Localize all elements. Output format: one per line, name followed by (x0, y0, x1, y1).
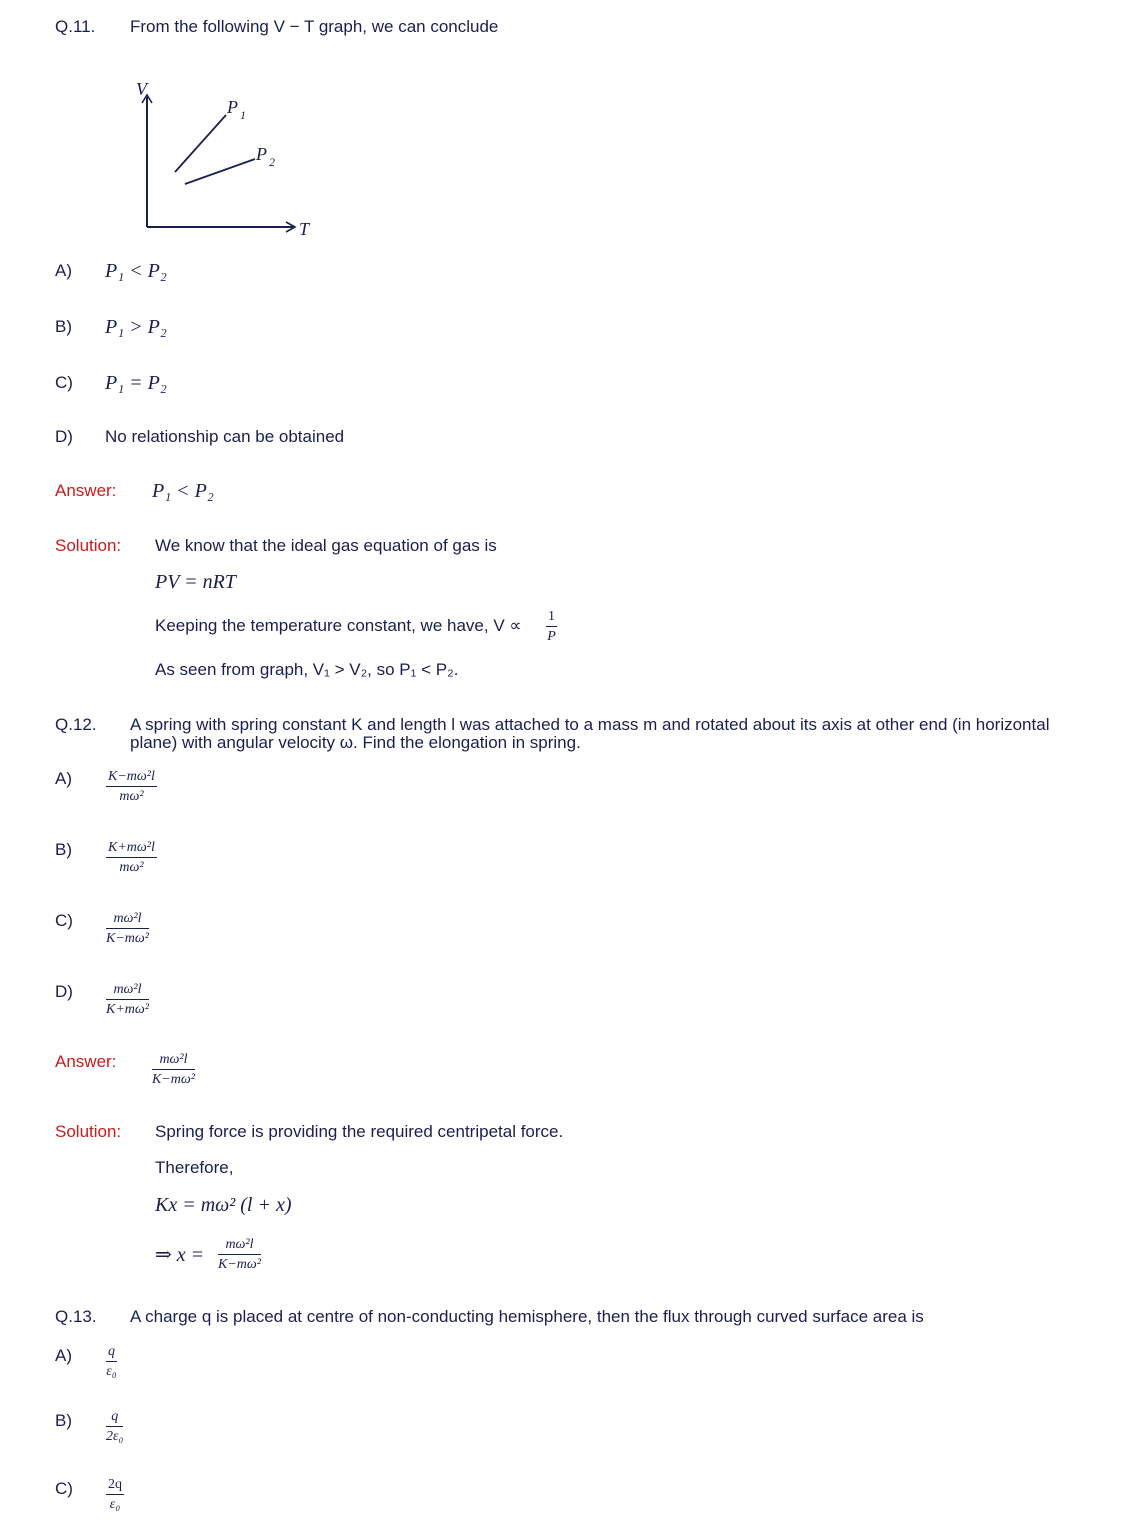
q11-question-text: From the following V − T graph, we can conclude (130, 17, 499, 36)
q12-option-d-fraction (106, 983, 149, 1017)
q11-option-c-label: C) (55, 373, 73, 392)
v-axis-label: V (136, 79, 147, 99)
q12-solution-denominator: K−mω² (218, 1257, 261, 1272)
line-p2 (185, 159, 255, 184)
q13-option-c-denominator: ε₀ (109, 1497, 121, 1512)
q11-solution-label: Solution: (55, 536, 122, 555)
q12-option-a-label: A) (55, 769, 72, 788)
q12-option-c-fraction (106, 912, 149, 946)
q12-question-text-line2: plane) with angular velocity ω. Find the elongation in spring. (130, 733, 581, 752)
q11-option-a-label: A) (55, 261, 72, 280)
p1-subscript: 1 (240, 108, 246, 122)
q11-solution-line-1: We know that the ideal gas equation of gas is (155, 536, 497, 555)
q12-solution-line-1: Spring force is providing the required centripetal force. (155, 1122, 564, 1141)
q12-solution-line-3: Kx = mω² (l + x) (155, 1194, 292, 1216)
q12-option-c-denominator: K−mω² (106, 931, 149, 946)
q12-solution-line-4: ⇒ x = (155, 1244, 205, 1266)
q11-solution-line-3: Keeping the temperature constant, we have, V ∝ (155, 616, 522, 635)
q12-option-b-numerator: K+mω²l (106, 841, 157, 858)
q11-solution-line-4: As seen from graph, V₁ > V₂, so P₁ < P₂. (155, 660, 459, 679)
q13-option-a-denominator: ε₀ (106, 1364, 117, 1379)
line-p1 (175, 115, 226, 172)
p2-subscript: 2 (269, 155, 275, 169)
q11-option-a-text: P₁ < P₂ (105, 260, 167, 282)
q13-option-b-numerator: q (106, 1410, 123, 1427)
q12-question-text-line1: A spring with spring constant K and length l was attached to a mass m and rotated about its axis at other end (in horizontal (130, 715, 1050, 734)
q13-option-b-fraction (106, 1410, 123, 1444)
q13-number: Q.13. (55, 1307, 97, 1326)
q11-number: Q.11. (55, 17, 96, 36)
q11-answer-value: P₁ < P₂ (152, 480, 214, 502)
q12-answer-denominator: K−mω² (152, 1072, 195, 1087)
q12-solution-label: Solution: (55, 1122, 122, 1141)
q12-option-d-numerator: mω²l (106, 983, 149, 1000)
q12-answer-label: Answer: (55, 1052, 117, 1071)
q12-option-b-denominator: mω² (119, 860, 144, 875)
q13-option-a-label: A) (55, 1346, 72, 1365)
q11-solution-line-2: PV = nRT (155, 571, 236, 593)
t-axis-label: T (299, 219, 310, 239)
p1-label: P (227, 97, 238, 117)
proportional-denominator: P (547, 629, 556, 644)
q11-option-d-label: D) (55, 427, 73, 446)
q11-option-b-text: P₁ > P₂ (105, 316, 167, 338)
q11-option-c-text: P₁ = P₂ (105, 372, 167, 394)
q12-solution-line-2: Therefore, (155, 1158, 234, 1177)
q12-option-c-label: C) (55, 911, 73, 930)
q12-solution-numerator: mω²l (218, 1238, 261, 1255)
q12-option-a-numerator: K−mω²l (106, 770, 157, 787)
q11-answer-label: Answer: (55, 481, 117, 500)
q13-option-b-label: B) (55, 1411, 72, 1430)
q12-option-b-label: B) (55, 840, 72, 859)
q13-option-c-numerator: 2q (106, 1478, 124, 1495)
q12-option-a-fraction (106, 770, 157, 804)
q13-option-c-label: C) (55, 1479, 73, 1498)
vt-graph (125, 75, 325, 245)
q13-option-a-fraction (106, 1345, 117, 1379)
q12-option-a-denominator: mω² (119, 789, 144, 804)
q13-option-a-numerator: q (106, 1345, 117, 1362)
q13-question-text: A charge q is placed at centre of non-conducting hemisphere, then the flux through curved surface area is (130, 1307, 924, 1326)
q12-answer-fraction (152, 1053, 195, 1087)
q11-option-b-label: B) (55, 317, 72, 336)
q12-answer-numerator: mω²l (152, 1053, 195, 1070)
q12-option-d-label: D) (55, 982, 73, 1001)
q12-solution-fraction (218, 1238, 261, 1272)
p2-label: P (256, 144, 267, 164)
proportional-numerator: 1 (546, 610, 557, 627)
q12-number: Q.12. (55, 715, 97, 734)
q12-option-d-denominator: K+mω² (106, 1002, 149, 1017)
q12-option-c-numerator: mω²l (106, 912, 149, 929)
q11-option-d-text: No relationship can be obtained (105, 427, 345, 446)
q13-option-c-fraction (106, 1478, 124, 1512)
q12-option-b-fraction (106, 841, 157, 875)
q13-option-b-denominator: 2ε₀ (106, 1429, 124, 1444)
proportional-fraction (546, 610, 557, 644)
